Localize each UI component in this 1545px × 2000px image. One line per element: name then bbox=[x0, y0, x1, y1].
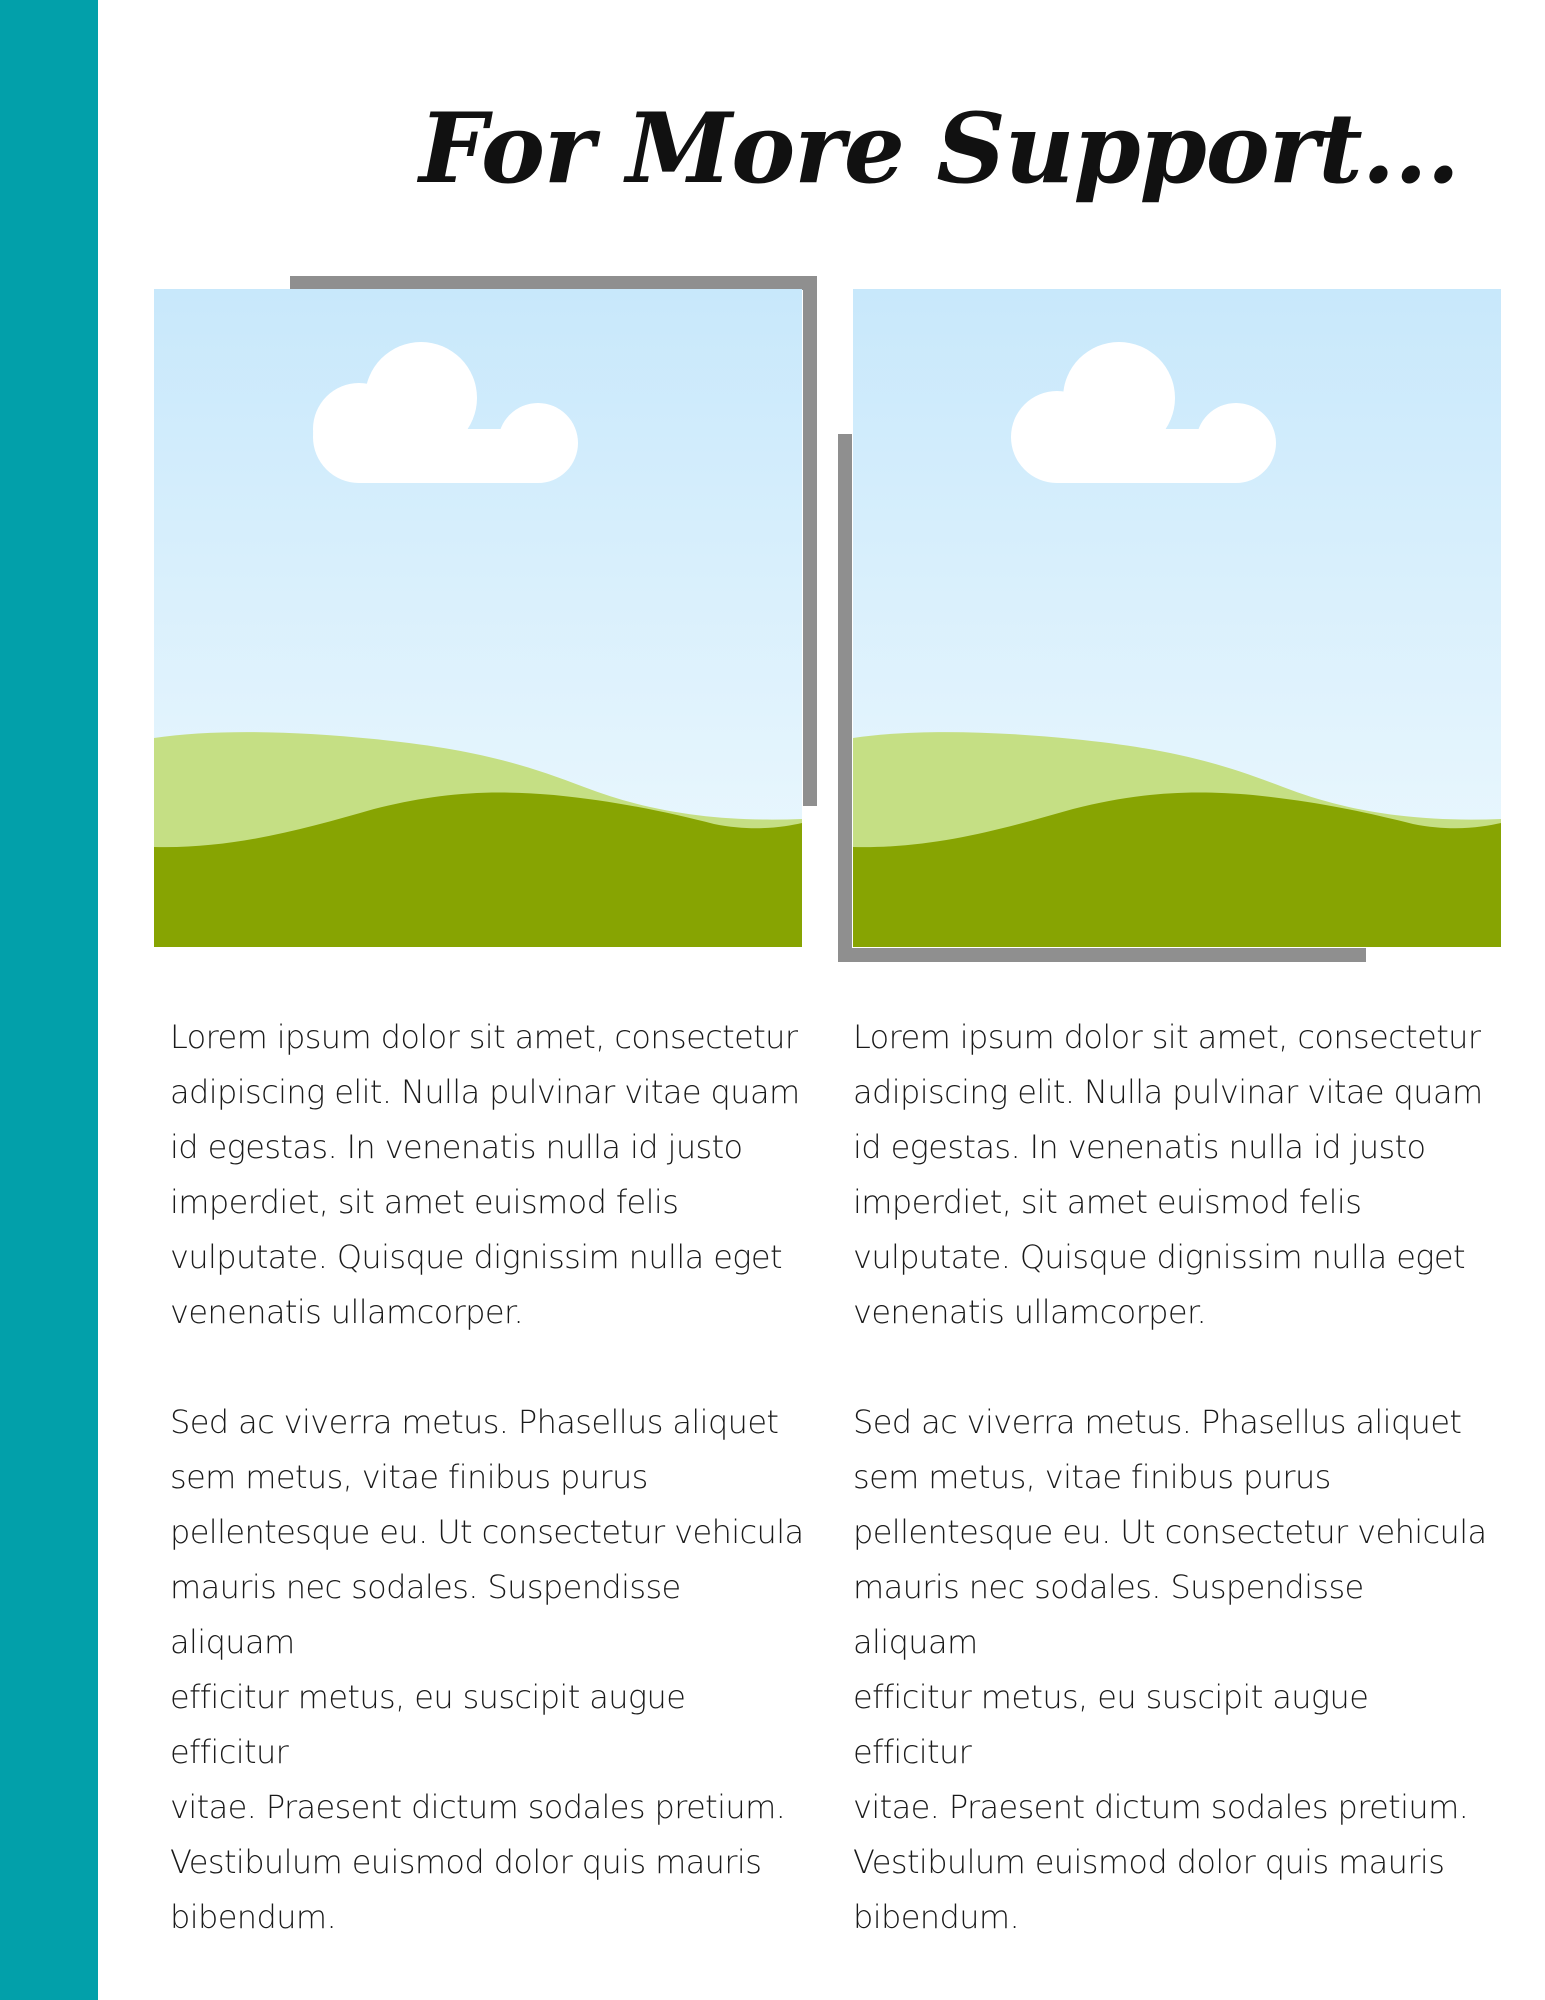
image-frame-right-left bbox=[803, 276, 817, 806]
body-paragraph: Sed ac viverra metus. Phasellus aliquet sem metus, vitae finibus purus pellentesque eu. Ut consectetur vehicula mauris nec sodales. Suspendisse aliquam efficitur metus, eu suscipit augue efficitur vitae. Praesent dictum sodales pretium. Vestibulum euismod dolor quis mauris bibendum. bbox=[170, 1403, 804, 1936]
image-frame-bottom-right bbox=[838, 948, 1366, 962]
image-frame-top-left bbox=[290, 276, 817, 290]
page-title: For More Support... bbox=[419, 92, 1459, 205]
text-column-left bbox=[170, 1010, 810, 2000]
body-paragraph: Lorem ipsum dolor sit amet, consectetur adipiscing elit. Nulla pulvinar vitae quam id egestas. In venenatis nulla id justo imperdiet, sit amet euismod felis vulputate. Quisque dignissim nulla eget venenatis ullamcorper. bbox=[170, 1018, 800, 1331]
image-placeholder-right bbox=[853, 289, 1501, 947]
image-frame-left-right bbox=[838, 434, 852, 962]
body-paragraph: Sed ac viverra metus. Phasellus aliquet sem metus, vitae finibus purus pellentesque eu. Ut consectetur vehicula mauris nec sodales. Suspendisse aliquam efficitur metus, eu suscipit augue efficitur vitae. Praesent dictum sodales pretium. Vestibulum euismod dolor quis mauris bibendum. bbox=[853, 1403, 1487, 1936]
landscape-placeholder-icon bbox=[154, 289, 802, 947]
teal-sidebar-stripe bbox=[0, 0, 98, 2000]
body-paragraph: Lorem ipsum dolor sit amet, consectetur adipiscing elit. Nulla pulvinar vitae quam id egestas. In venenatis nulla id justo imperdiet, sit amet euismod felis vulputate. Quisque dignissim nulla eget venenatis ullamcorper. bbox=[853, 1018, 1483, 1331]
image-placeholder-left bbox=[154, 289, 802, 947]
text-column-right bbox=[853, 1010, 1493, 2000]
landscape-placeholder-icon bbox=[853, 289, 1501, 947]
